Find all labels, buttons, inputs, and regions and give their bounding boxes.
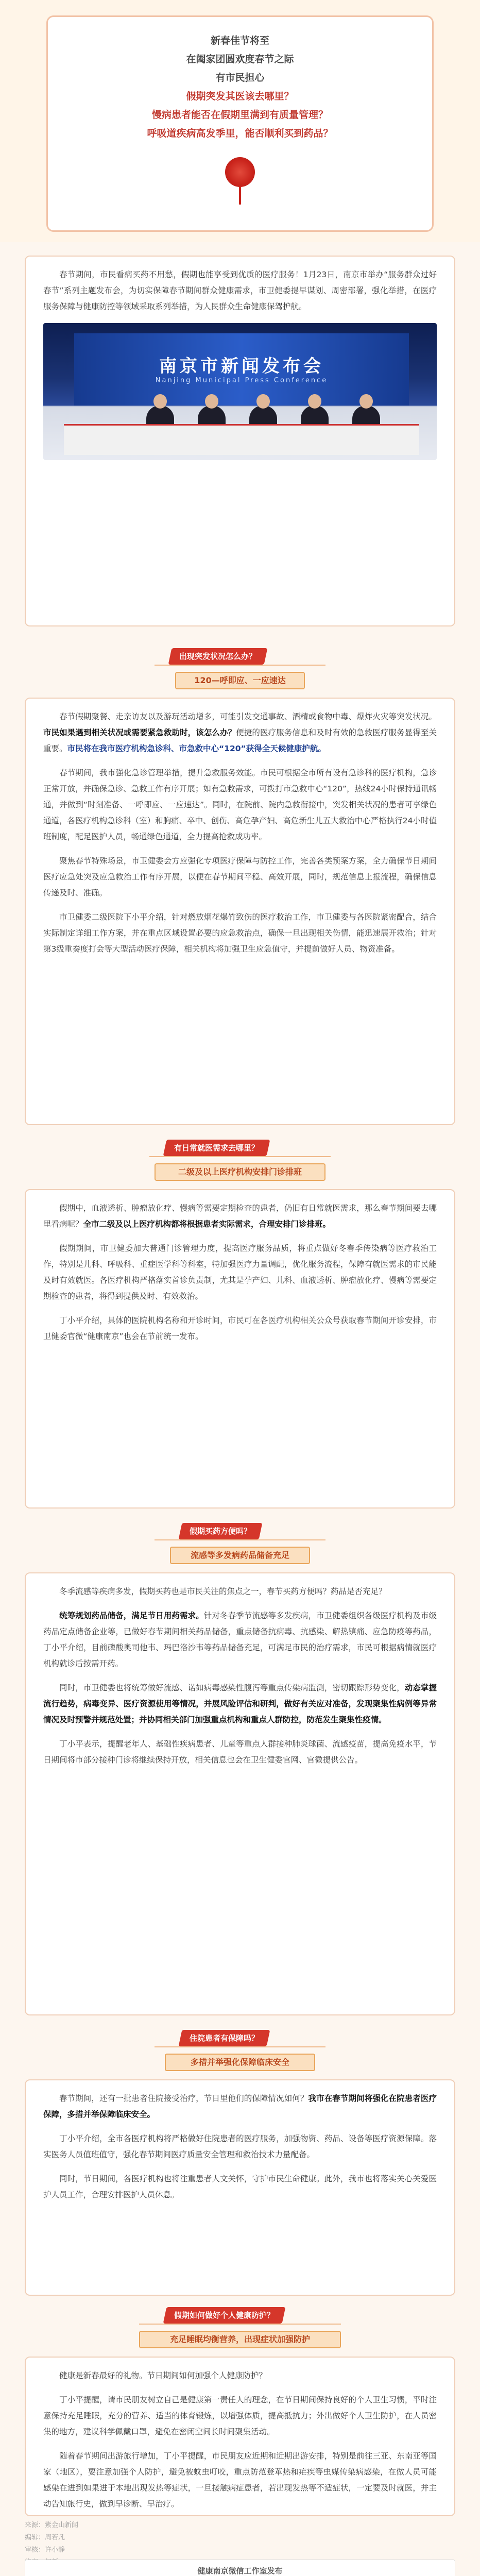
- publisher-footer: 健康南京微信工作室发布: [25, 2560, 455, 2576]
- section-card-inpatient: [25, 2079, 455, 2296]
- section-paragraph: 冬季流感等疾病多发，假期买药也是市民关注的焦点之一，春节买药方便吗？药品是否充足？: [59, 1587, 387, 1596]
- section-tag: 假期如何做好个人健康防护？: [163, 2307, 286, 2324]
- conference-desk: [64, 424, 419, 455]
- section-heading: 流感等多发病药品储备充足: [170, 1547, 310, 1564]
- hero-line: 有市民担心: [215, 72, 265, 83]
- section-heading: 二级及以上医疗机构安排门诊排班: [155, 1163, 325, 1181]
- conference-subtitle: Nanjing Municipal Press Conference: [155, 377, 328, 384]
- press-conference-photo: [43, 323, 437, 460]
- section-paragraph: 丁小平提醒，请市民朋友树立自己是健康第一责任人的理念，在节日期间保持良好的个人卫生习惯，平时注意保持充足睡眠，充分的营养、适当的体育锻炼，以增强体质，提高抵抗力；外出做好个人卫生防护，在人员密集的地方，建议科学佩戴口罩，避免在密闭空间长时间聚集活动。: [43, 2395, 437, 2436]
- hero-line: 慢病患者能否在假期里满到有质量管理？: [151, 109, 328, 121]
- section-paragraph: 市卫健委二级医院下小平介绍，针对燃放烟花爆竹致伤的医疗救治工作，市卫健委与各医院紧密配合，结合实际制定详细工作方案，并在重点区域设置必要的应急救治点，确保一旦出现相关伤情，能迅速展开救治；针对第3级重奏度打会等大型活动医疗保障，相关机构将加强卫生应急值守，并提前做好人员、物资准备。: [43, 912, 437, 954]
- reviewer-line: 审核：许小静: [25, 2546, 65, 2554]
- divider: [149, 1156, 331, 1157]
- section-paragraph: 同时，节日期间，各医疗机构也将注重患者人文关怀，守护市民生命健康。此外，我市也将落实关心关爱医护人员工作，合理安排医护人员休息。: [43, 2174, 437, 2199]
- section-tag: 假期买药方便吗？: [179, 1523, 263, 1539]
- section-tag: 有日常就医需求去哪里？: [163, 1140, 270, 1156]
- section-card-outpatient: [25, 1189, 455, 1509]
- section-heading: 120—呼即应、一应速达: [175, 672, 305, 689]
- section-paragraph: 假期期间，市卫健委加大普通门诊管理力度，提高医疗服务品质，将重点做好冬春季传染病等医疗救治工作，特别是儿科、呼吸科、重症医学科等科室，特加强医疗力量调配，优化服务流程，保障有就医需求的市民能及时有效就医。各医疗机构严格落实首诊负责制，尤其是孕产妇、儿科、血液透析、肿瘤放化疗、慢病等需要定期检查的患者，将得到提供及时、有效救治。: [43, 1244, 437, 1301]
- section-paragraph: 健康是新春最好的礼物。节日期间如何加强个人健康防护？: [59, 2371, 267, 2380]
- hero-line: 假期突发其医该去哪里？: [186, 91, 294, 102]
- divider: [155, 1539, 325, 1540]
- source-line: 来源：紫金山新闻: [25, 2521, 79, 2529]
- section-paragraph: 春节假期聚餐、走亲访友以及游玩活动增多，可能引发交通事故、酒精或食物中毒、爆炸火灾等突发状况。市民如果遇到相关状况或需要紧急救助时，该怎么办？便捷的医疗服务信息和及时有效的急救医疗服务显得至关重要。市民将在我市医疗机构急诊科、市急救中心“120”获得全天候健康护航。: [43, 712, 437, 753]
- section-paragraph: 假期中，血液透析、肿瘤放化疗、慢病等需要定期检查的患者，仍旧有日常就医需求，那么春节期间要去哪里看病呢？全市二级及以上医疗机构都将根据患者实际需求，合理安排门诊排班。: [43, 1204, 437, 1229]
- intro-card: [25, 256, 455, 626]
- section-paragraph: 春节期间，我市强化急诊管理举措，提升急救服务效能。市民可根据全市所有设有急诊科的医疗机构，急诊正常开放，并确保急诊、急救工作有序开展；如有急救需求，可拨打市急救中心“120”，热线24小时保持通讯畅通，并做到“时刻准备、一呼即应、一应速达”。同时，在院前、院内急救衔接中，突发相关状况的患者可享绿色通道，各医疗机构急诊科（室）和胸痛、卒中、创伤、高危孕产妇、高危新生儿五大救治中心严格执行24小时值班制度，配足医护人员，畅通绿色通道，全力提高抢救成功率。: [43, 768, 437, 841]
- section-paragraph: 丁小平表示，提醒老年人、基础性疾病患者、儿童等重点人群接种肺炎球菌、流感疫苗，提高免疫水平，节日期间将市部分接种门诊将继续保持开放，相关信息也会在卫生健委官网、官微提供公告。: [43, 1739, 437, 1765]
- hero-line: 呼吸道疾病高发季里，能否顺利买到药品？: [147, 128, 333, 139]
- hero-line: 新春佳节将至: [210, 35, 269, 46]
- conference-title: 南京市新闻发布会: [159, 356, 324, 377]
- hero-line: 在阖家团圆欢度春节之际: [186, 54, 294, 65]
- section-tag: 出现突发状况怎么办？: [168, 648, 268, 665]
- chinese-knot-icon: [225, 157, 255, 187]
- section-tag: 住院患者有保障吗？: [179, 2030, 270, 2046]
- hero-card: [46, 15, 434, 232]
- section-heading: 充足睡眠均衡营养，出现症状加强防护: [139, 2331, 341, 2348]
- section-paragraph: 同时，市卫健委也将统筹做好流感、诺如病毒感染性腹泻等重点传染病监测，密切跟踪形势变化，动态掌握流行趋势，病毒变异、医疗资源使用等情况，并展风险评估和研判，做好有关应对准备，发现聚集性病例等异常情况及时预警并规范处置；并协同相关部门加强重点机构和重点人群防控，防范发生聚集性疫情。: [43, 1683, 437, 1724]
- section-paragraph: 随着春节期间出游旅行增加，丁小平提醒，市民朋友应近期和近期出游安排，特别是前往三亚、东南亚等国家（地区），要注意加强个人防护，避免被蚊虫叮咬，重点防范登革热和疟疾等虫媒传染病感染，在做人员可能感染在进到如果进于本地出现发热等症状，一旦接触病症患者，若出现发热等不适症状，一定要及时就医，并主动告知旅行史，做到早诊断、早治疗。: [43, 2451, 437, 2509]
- divider: [155, 2046, 325, 2047]
- section-paragraph: 丁小平介绍，具体的医院机构名称和开诊时间，市民可在各医疗机构相关公众号获取春节期间开诊安排，市卫健委官微“健康南京”也会在节前统一发布。: [43, 1316, 437, 1341]
- divider: [155, 665, 325, 666]
- section-paragraph: 统筹规划药品储备，满足节日用药需求。针对冬春季节流感等多发疾病，市卫健委组织各级医疗机构及市级药品定点储备企业等，已做好春节期间相关药品储备，重点储备抗病毒、抗感染、解热镇痛、应急防疫等药品，丁小平介绍，目前磷酸奥司他韦、玛巴洛沙韦等药品储备充足，可满足市民的治疗需求，市民可根据病情就医疗机构就诊后按需开药。: [43, 1611, 437, 1668]
- conference-screen: [74, 333, 409, 405]
- section-card-prevention: [25, 2357, 455, 2516]
- section-heading: 多措并举强化保障临床安全: [165, 2054, 315, 2071]
- section-paragraph: 春节期间，还有一批患者住院接受治疗，节日里他们的保障情况如何？我市在春节期间将强化在院患者医疗保障，多措并举保障临床安全。: [43, 2094, 437, 2119]
- section-paragraph: 丁小平介绍，全市各医疗机构将严格做好住院患者的医疗服务，加强物资、药品、设备等医疗资源保障。落实医务人员值班值守，强化春节期间医疗质量安全管理和救治技术力量配备。: [43, 2134, 437, 2159]
- divider: [139, 2324, 341, 2325]
- intro-paragraph: 春节期间，市民看病买药不用愁，假期也能享受到优质的医疗服务！1月23日，南京市举办“服务群众过好春节”系列主题发布会，为切实保障春节期间群众健康需求，市卫健委提早谋划、周密部署，强化举措，在医疗服务保障与健康防控等领域采取系列举措，为人民群众生命健康保驾护航。: [43, 270, 437, 311]
- section-card-emergency: [25, 698, 455, 1125]
- editor-line: 编辑：周若凡: [25, 2534, 65, 2541]
- section-card-medicine: [25, 1572, 455, 2015]
- hero-banner: [0, 0, 480, 242]
- section-paragraph: 聚焦春节特殊场景，市卫健委会方应强化专项医疗保障与防控工作，完善各类预案方案，全力确保节日期间医疗应急处突及应急救治工作有序开展，以便在春节期间平稳、高效开展，同时，规范信息上报流程，确保信息传递及时、准确。: [43, 856, 437, 897]
